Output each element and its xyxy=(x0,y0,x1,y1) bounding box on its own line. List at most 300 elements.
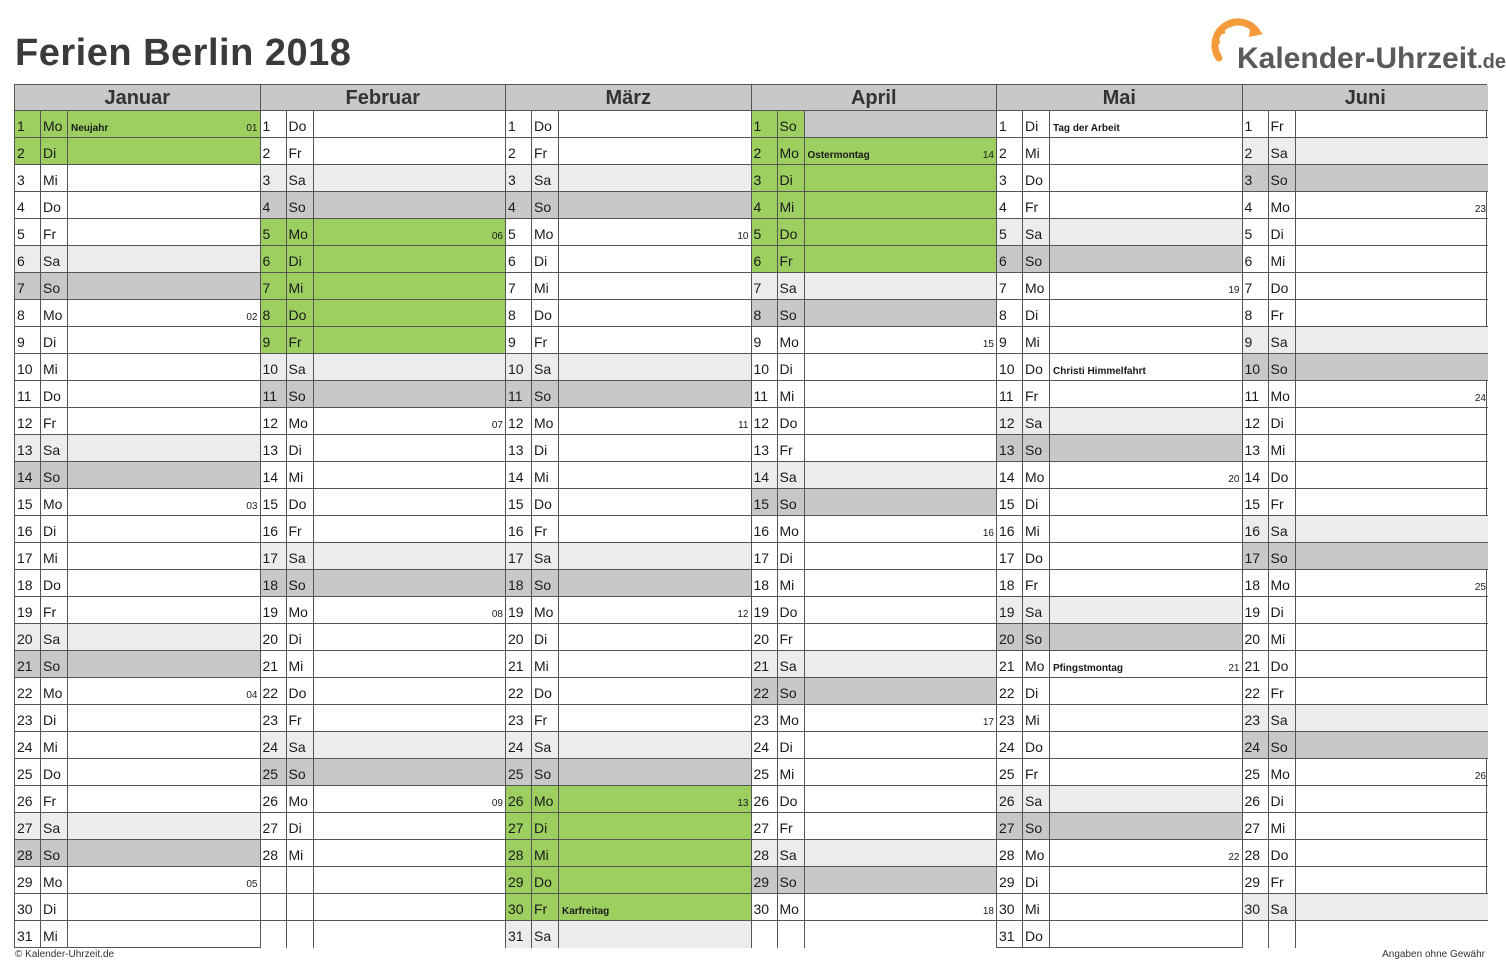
weekday: Fr xyxy=(778,813,805,839)
day-number: 29 xyxy=(506,867,532,893)
weekday: Do xyxy=(41,759,68,785)
weekday: Sa xyxy=(1269,327,1296,353)
weekday: Mo xyxy=(532,408,559,434)
day-row xyxy=(997,678,1242,705)
day-note xyxy=(1296,840,1489,866)
weekday: Mi xyxy=(778,570,805,596)
weekday: Fr xyxy=(532,705,559,731)
weekday: Do xyxy=(287,678,314,704)
day-row xyxy=(997,732,1242,759)
day-note xyxy=(1050,813,1242,839)
day-note xyxy=(1296,813,1489,839)
day-number: 28 xyxy=(752,840,778,866)
day-row xyxy=(506,597,751,624)
day-row xyxy=(997,435,1242,462)
day-note xyxy=(559,111,751,137)
day-number: 20 xyxy=(752,624,778,650)
day-note xyxy=(559,867,751,893)
day-number: 15 xyxy=(752,489,778,515)
day-row xyxy=(1243,165,1489,192)
day-note xyxy=(314,462,506,488)
day-note xyxy=(805,651,997,677)
day-note xyxy=(314,219,506,245)
day-number: 24 xyxy=(1243,732,1269,758)
day-row xyxy=(752,327,997,354)
day-note xyxy=(805,246,997,272)
day-note xyxy=(314,300,506,326)
day-number: 12 xyxy=(1243,408,1269,434)
day-row xyxy=(15,651,260,678)
day-row xyxy=(15,840,260,867)
day-number: 9 xyxy=(15,327,41,353)
day-number: 16 xyxy=(752,516,778,542)
weekday: Fr xyxy=(532,327,559,353)
day-note xyxy=(805,786,997,812)
day-row xyxy=(261,246,506,273)
day-note xyxy=(314,111,506,137)
day-number: 17 xyxy=(15,543,41,569)
day-row xyxy=(997,138,1242,165)
day-number: 13 xyxy=(15,435,41,461)
weekday: Mo xyxy=(1269,381,1296,407)
weekday: Fr xyxy=(1023,192,1050,218)
day-row xyxy=(752,921,997,948)
month-column xyxy=(261,85,507,947)
day-row xyxy=(261,408,506,435)
day-number: 28 xyxy=(261,840,287,866)
day-row xyxy=(261,138,506,165)
day-row xyxy=(261,840,506,867)
day-row xyxy=(752,138,997,165)
calendar-week-number: 21 xyxy=(1228,663,1240,674)
weekday: Di xyxy=(287,813,314,839)
weekday: Sa xyxy=(41,813,68,839)
weekday: Fr xyxy=(1269,300,1296,326)
day-row xyxy=(997,651,1242,678)
day-number: 4 xyxy=(1243,192,1269,218)
day-note xyxy=(805,327,997,353)
day-row xyxy=(15,597,260,624)
day-row xyxy=(261,435,506,462)
day-note xyxy=(1296,462,1489,488)
weekday: Di xyxy=(1269,408,1296,434)
day-number: 11 xyxy=(997,381,1023,407)
weekday: Fr xyxy=(1269,867,1296,893)
weekday: So xyxy=(41,273,68,299)
weekday: Fr xyxy=(532,894,559,920)
day-row xyxy=(261,705,506,732)
day-note xyxy=(1050,786,1242,812)
day-row xyxy=(997,570,1242,597)
day-number: 4 xyxy=(261,192,287,218)
day-note xyxy=(314,624,506,650)
weekday: Mi xyxy=(41,354,68,380)
holiday-label: Neujahr xyxy=(71,123,109,134)
day-note xyxy=(314,246,506,272)
day-note xyxy=(1296,111,1489,137)
weekday: So xyxy=(41,462,68,488)
calendar-week-number: 23 xyxy=(1474,204,1486,215)
weekday: Do xyxy=(287,300,314,326)
day-row xyxy=(15,759,260,786)
calendar-week-number: 06 xyxy=(491,231,503,242)
day-note xyxy=(1296,273,1489,299)
weekday: Fr xyxy=(287,327,314,353)
weekday: So xyxy=(1269,165,1296,191)
day-number: 15 xyxy=(506,489,532,515)
day-number: 22 xyxy=(15,678,41,704)
day-note xyxy=(1050,408,1242,434)
day-number: 18 xyxy=(997,570,1023,596)
weekday: Fr xyxy=(778,624,805,650)
day-note xyxy=(314,516,506,542)
day-number: 24 xyxy=(261,732,287,758)
day-note xyxy=(1050,381,1242,407)
day-number: 15 xyxy=(15,489,41,515)
weekday: Mi xyxy=(1269,246,1296,272)
weekday: So xyxy=(778,867,805,893)
weekday: Do xyxy=(532,867,559,893)
day-note xyxy=(805,300,997,326)
day-number: 15 xyxy=(261,489,287,515)
weekday: Fr xyxy=(778,435,805,461)
day-row xyxy=(752,354,997,381)
day-note xyxy=(314,192,506,218)
weekday: So xyxy=(287,570,314,596)
day-number: 20 xyxy=(997,624,1023,650)
day-number: 25 xyxy=(15,759,41,785)
weekday: Do xyxy=(778,786,805,812)
day-number: 6 xyxy=(15,246,41,272)
weekday: Mi xyxy=(778,192,805,218)
day-number: 10 xyxy=(506,354,532,380)
day-note xyxy=(1050,327,1242,353)
weekday: Sa xyxy=(1269,705,1296,731)
day-note xyxy=(314,813,506,839)
day-note xyxy=(805,516,997,542)
day-row xyxy=(261,624,506,651)
day-note xyxy=(1296,408,1489,434)
weekday: Mo xyxy=(532,219,559,245)
day-note xyxy=(559,300,751,326)
day-number: 3 xyxy=(261,165,287,191)
weekday: So xyxy=(778,111,805,137)
day-note xyxy=(68,300,260,326)
weekday: Mo xyxy=(778,138,805,164)
day-number: 10 xyxy=(997,354,1023,380)
day-row xyxy=(261,354,506,381)
day-note xyxy=(1050,192,1242,218)
day-row xyxy=(261,597,506,624)
day-number: 1 xyxy=(1243,111,1269,137)
day-row xyxy=(261,894,506,921)
day-number: 22 xyxy=(506,678,532,704)
calendar-week-number: 01 xyxy=(246,123,258,134)
day-note xyxy=(68,786,260,812)
day-note xyxy=(1050,354,1242,380)
day-number: 20 xyxy=(15,624,41,650)
calendar-grid xyxy=(14,84,1487,948)
day-note xyxy=(68,354,260,380)
day-row xyxy=(506,381,751,408)
day-number xyxy=(752,921,778,948)
day-row xyxy=(997,381,1242,408)
day-note xyxy=(1296,327,1489,353)
weekday: Mo xyxy=(287,597,314,623)
weekday: Sa xyxy=(532,921,559,948)
day-row xyxy=(752,840,997,867)
calendar-week-number: 07 xyxy=(491,420,503,431)
day-note xyxy=(314,786,506,812)
weekday: Sa xyxy=(532,543,559,569)
day-number: 17 xyxy=(261,543,287,569)
weekday: Mi xyxy=(287,840,314,866)
day-note xyxy=(1050,867,1242,893)
day-number: 7 xyxy=(752,273,778,299)
day-row xyxy=(15,408,260,435)
weekday: Do xyxy=(778,219,805,245)
footer-disclaimer: Angaben ohne Gewähr xyxy=(1382,949,1485,960)
day-row xyxy=(997,354,1242,381)
day-number: 19 xyxy=(752,597,778,623)
day-row xyxy=(997,840,1242,867)
day-note xyxy=(805,732,997,758)
weekday: Sa xyxy=(532,732,559,758)
day-note xyxy=(68,624,260,650)
weekday: So xyxy=(287,192,314,218)
day-number: 21 xyxy=(15,651,41,677)
weekday: Sa xyxy=(532,354,559,380)
day-number: 19 xyxy=(506,597,532,623)
day-note xyxy=(559,813,751,839)
day-row xyxy=(506,462,751,489)
day-note xyxy=(1296,570,1489,596)
weekday: Fr xyxy=(287,516,314,542)
day-row xyxy=(506,246,751,273)
weekday: Mo xyxy=(287,219,314,245)
day-number: 11 xyxy=(15,381,41,407)
day-number: 3 xyxy=(752,165,778,191)
day-row xyxy=(1243,624,1489,651)
day-note xyxy=(1050,732,1242,758)
day-note xyxy=(68,840,260,866)
day-row xyxy=(752,192,997,219)
day-number: 27 xyxy=(1243,813,1269,839)
day-row xyxy=(752,516,997,543)
day-note xyxy=(559,138,751,164)
day-note xyxy=(805,543,997,569)
day-note xyxy=(68,381,260,407)
weekday: Mi xyxy=(287,651,314,677)
weekday: Mi xyxy=(41,543,68,569)
day-row xyxy=(15,246,260,273)
day-note xyxy=(559,678,751,704)
day-note xyxy=(314,732,506,758)
month-column xyxy=(997,85,1243,947)
day-number: 31 xyxy=(997,921,1023,948)
day-note xyxy=(559,516,751,542)
weekday: Sa xyxy=(41,435,68,461)
day-number: 26 xyxy=(1243,786,1269,812)
day-row xyxy=(506,705,751,732)
weekday: Do xyxy=(287,489,314,515)
day-note xyxy=(1050,246,1242,272)
day-row xyxy=(261,327,506,354)
weekday: Fr xyxy=(41,408,68,434)
day-number: 6 xyxy=(261,246,287,272)
weekday: Sa xyxy=(778,840,805,866)
weekday: Do xyxy=(41,570,68,596)
day-row xyxy=(997,813,1242,840)
day-number: 13 xyxy=(261,435,287,461)
day-number: 26 xyxy=(506,786,532,812)
day-number: 28 xyxy=(506,840,532,866)
weekday: Di xyxy=(778,165,805,191)
day-row xyxy=(15,678,260,705)
day-row xyxy=(1243,597,1489,624)
day-note xyxy=(1296,489,1489,515)
day-note xyxy=(805,408,997,434)
calendar-week-number: 18 xyxy=(982,906,994,917)
day-row xyxy=(997,543,1242,570)
weekday: Fr xyxy=(1269,111,1296,137)
day-number: 24 xyxy=(752,732,778,758)
day-number: 1 xyxy=(752,111,778,137)
weekday: Fr xyxy=(41,219,68,245)
day-row xyxy=(1243,678,1489,705)
day-row xyxy=(506,786,751,813)
weekday xyxy=(1269,921,1296,948)
weekday: Di xyxy=(1269,786,1296,812)
day-note xyxy=(559,273,751,299)
day-number: 1 xyxy=(506,111,532,137)
day-note xyxy=(68,246,260,272)
day-number: 25 xyxy=(1243,759,1269,785)
day-note xyxy=(68,867,260,893)
day-row xyxy=(752,543,997,570)
day-row xyxy=(506,516,751,543)
day-row xyxy=(15,192,260,219)
day-number: 4 xyxy=(15,192,41,218)
day-note xyxy=(1050,219,1242,245)
day-number: 12 xyxy=(261,408,287,434)
day-row xyxy=(752,732,997,759)
weekday: Do xyxy=(532,111,559,137)
weekday: Mo xyxy=(41,489,68,515)
day-number: 25 xyxy=(506,759,532,785)
day-number: 2 xyxy=(1243,138,1269,164)
day-number: 3 xyxy=(997,165,1023,191)
day-row xyxy=(1243,300,1489,327)
day-number: 7 xyxy=(261,273,287,299)
day-note xyxy=(68,543,260,569)
day-row xyxy=(752,678,997,705)
day-row xyxy=(15,138,260,165)
day-row xyxy=(506,813,751,840)
day-number: 16 xyxy=(997,516,1023,542)
day-number: 8 xyxy=(15,300,41,326)
day-number: 13 xyxy=(1243,435,1269,461)
day-row xyxy=(15,570,260,597)
calendar-week-number: 26 xyxy=(1474,771,1486,782)
day-note xyxy=(68,516,260,542)
weekday: Di xyxy=(1023,111,1050,137)
day-row xyxy=(997,408,1242,435)
weekday: Do xyxy=(1269,273,1296,299)
day-note xyxy=(559,381,751,407)
calendar-week-number: 14 xyxy=(982,150,994,161)
day-note xyxy=(1296,894,1489,920)
weekday: So xyxy=(778,489,805,515)
day-number xyxy=(261,867,287,893)
day-note xyxy=(805,813,997,839)
day-note xyxy=(314,273,506,299)
month-header: März xyxy=(506,85,751,111)
day-number: 9 xyxy=(1243,327,1269,353)
day-note xyxy=(805,273,997,299)
day-note xyxy=(68,435,260,461)
day-row xyxy=(506,192,751,219)
day-note xyxy=(559,246,751,272)
day-note xyxy=(68,813,260,839)
day-note xyxy=(68,165,260,191)
day-row xyxy=(752,219,997,246)
weekday: Do xyxy=(1023,921,1050,948)
day-number: 31 xyxy=(506,921,532,948)
day-number: 19 xyxy=(261,597,287,623)
weekday: So xyxy=(1023,435,1050,461)
day-row xyxy=(1243,759,1489,786)
day-number: 29 xyxy=(752,867,778,893)
day-note xyxy=(68,273,260,299)
day-number: 14 xyxy=(261,462,287,488)
weekday: Do xyxy=(1023,354,1050,380)
weekday: Fr xyxy=(1269,678,1296,704)
day-note xyxy=(1296,543,1489,569)
day-note xyxy=(1050,894,1242,920)
day-number: 6 xyxy=(506,246,532,272)
weekday: Sa xyxy=(287,354,314,380)
day-number: 27 xyxy=(752,813,778,839)
day-number: 12 xyxy=(997,408,1023,434)
weekday: Di xyxy=(532,435,559,461)
day-row xyxy=(1243,354,1489,381)
weekday: Do xyxy=(1269,840,1296,866)
day-note xyxy=(559,327,751,353)
day-number: 21 xyxy=(752,651,778,677)
weekday: Mo xyxy=(287,408,314,434)
day-number: 5 xyxy=(506,219,532,245)
calendar-week-number: 17 xyxy=(982,717,994,728)
day-number: 16 xyxy=(15,516,41,542)
weekday: So xyxy=(778,678,805,704)
day-number: 8 xyxy=(752,300,778,326)
weekday: Mo xyxy=(41,678,68,704)
day-number: 20 xyxy=(506,624,532,650)
day-note xyxy=(805,597,997,623)
day-number: 30 xyxy=(752,894,778,920)
holiday-label: Tag der Arbeit xyxy=(1053,123,1120,134)
day-number: 15 xyxy=(1243,489,1269,515)
weekday: So xyxy=(1023,246,1050,272)
weekday: Mi xyxy=(1269,813,1296,839)
day-note xyxy=(68,597,260,623)
day-row xyxy=(752,381,997,408)
weekday: So xyxy=(1269,543,1296,569)
weekday: Di xyxy=(532,813,559,839)
day-row xyxy=(1243,273,1489,300)
weekday: Mo xyxy=(1023,273,1050,299)
